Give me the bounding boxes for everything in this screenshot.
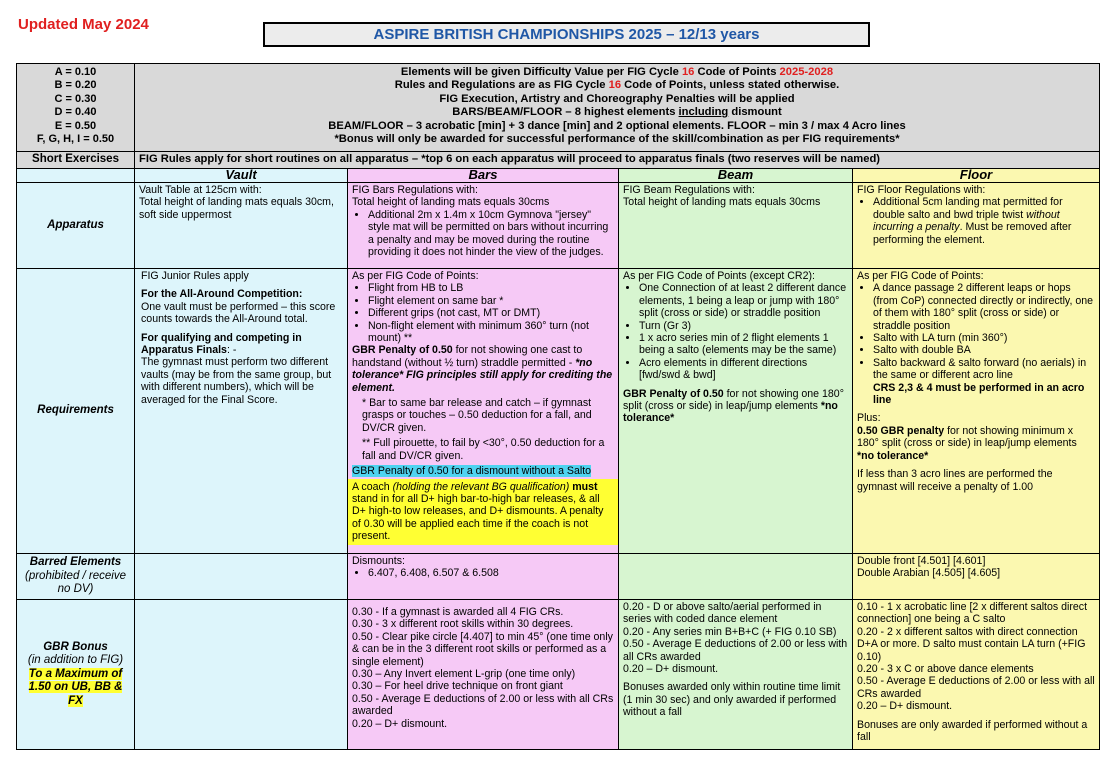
floor-extra-mat: • Additional 5cm landing mat permitted for double salto and bwd triple twist without incurring a penalty. Must be removed after performing the element.: [873, 196, 1095, 246]
barred-beam: [619, 554, 853, 600]
barred-bars-dismounts: • 6.407, 6.408, 6.507 & 6.508: [368, 567, 614, 579]
bonus-floor: [853, 600, 1100, 750]
barred-title: Barred Elements: [29, 556, 122, 568]
floor-req-2: • Salto with LA turn (min 360°): [873, 332, 1095, 344]
barred-bars-head: Dismounts:: [352, 555, 405, 567]
bars-req-1: • Flight from HB to LB: [368, 282, 614, 294]
updated-note: Updated May 2024: [18, 16, 149, 33]
beam-reg: FIG Beam Regulations with:: [623, 184, 755, 196]
vault-finals-text: The gymnast must perform two different vaults (may be from the same group, but with different numbers), which will be averaged for the Final Score.: [141, 356, 332, 406]
bars-reg: FIG Bars Regulations with:: [352, 184, 478, 196]
header-floor: Floor: [853, 169, 1100, 183]
bars-cop: As per FIG Code of Points:: [352, 270, 479, 282]
requirements-bars: [348, 269, 619, 554]
beam-req-3: • 1 x acro series min of 2 flight elements 1 being a salto (elements may be the same): [639, 332, 848, 357]
bonus-bars-2: 0.30 - 3 x different root skills within 30 degrees.: [352, 618, 574, 631]
barred-floor: [853, 554, 1100, 600]
bars-req-4: • Non-flight element with minimum 360° turn (not mount) **: [368, 320, 614, 345]
apparatus-bars: [348, 183, 619, 269]
bars-req-2: • Flight element on same bar *: [368, 295, 614, 307]
apparatus-beam: [619, 183, 853, 269]
bonus-label: [17, 600, 135, 750]
rule-line-5: BEAM/FLOOR – 3 acrobatic [min] + 3 dance [min] and 2 optional elements. FLOOR – min 3 / max 4 Acro lines: [328, 119, 906, 132]
bonus-floor-5: 0.20 – D+ dismount.: [857, 700, 953, 713]
bonus-floor-note: Bonuses are only awarded if performed without a fall: [857, 718, 1088, 744]
floor-acro-line-penalty: If less than 3 acro lines are performed the gymnast will receive a penalty of 1.00: [857, 468, 1053, 493]
floor-crs: CRS 2,3 & 4 must be performed in an acro line: [873, 381, 1085, 407]
bonus-floor-1: 0.10 - 1 x acrobatic line [2 x different saltos direct connection] one being a C salto: [857, 601, 1088, 626]
barred-sub: (prohibited / receive no DV): [25, 569, 126, 595]
short-exercises-label: Short Exercises: [17, 152, 135, 169]
barred-vault: [135, 554, 348, 600]
bonus-beam-1: 0.20 - D or above salto/aerial performed in series with coded dance element: [623, 601, 822, 626]
beam-req-2: • Turn (Gr 3): [639, 320, 848, 332]
value-e: E = 0.50: [54, 119, 97, 132]
floor-req-1: • A dance passage 2 different leaps or hops (from CoP) connected directly or indirectly, one of them with 180° split (cross or side) or straddle position: [873, 282, 1095, 332]
vault-junior-rules: FIG Junior Rules apply: [141, 270, 249, 282]
beam-cop: As per FIG Code of Points (except CR2):: [623, 270, 815, 282]
page-title: ASPIRE BRITISH CHAMPIONSHIPS 2025 – 12/13 years: [263, 22, 870, 47]
bonus-floor-2: 0.20 - 2 x different saltos with direct connection D+A or more. D salto must contain LA turn (+FIG 0.10): [857, 625, 1086, 663]
bonus-floor-4: 0.50 - Average E deductions of 2.00 or less with all CRs awarded: [857, 675, 1095, 700]
bonus-bars-5: 0.30 – For heel drive technique on front giant: [352, 680, 563, 693]
requirements-beam: [619, 269, 853, 554]
rule-line-2: Rules and Regulations are as FIG Cycle 16 Code of Points, unless stated otherwise.: [394, 79, 840, 92]
vault-mats: Total height of landing mats equals 30cm, soft side uppermost: [139, 196, 334, 221]
rules-table: [16, 63, 1100, 750]
requirements-vault: [135, 269, 348, 554]
bonus-bars: [348, 600, 619, 750]
value-d: D = 0.40: [54, 106, 97, 119]
bonus-max: To a Maximum of 1.50 on UB, BB & FX: [28, 667, 123, 707]
bars-penalty: GBR Penalty of 0.50 for not showing one cast to handstand (without ½ turn) straddle permitted - *no tolerance* FIG principles still apply for crediting the element.: [352, 344, 613, 394]
beam-mats: Total height of landing mats equals 30cms: [623, 196, 821, 209]
bonus-bars-6: 0.50 - Average E deductions of 2.00 or less with all CRs awarded: [352, 692, 614, 718]
bonus-vault: [135, 600, 348, 750]
bars-req-3: • Different grips (not cast, MT or DMT): [368, 307, 614, 319]
bonus-bars-7: 0.20 – D+ dismount.: [352, 717, 448, 730]
value-a: A = 0.10: [54, 66, 97, 78]
bonus-sub: (in addition to FIG): [27, 654, 124, 667]
rule-line-4: BARS/BEAM/FLOOR – 8 highest elements including dismount: [452, 106, 782, 119]
short-exercises-text: FIG Rules apply for short routines on all apparatus – *top 6 on each apparatus will proceed to apparatus finals (two reserves will be named): [135, 152, 1100, 169]
header-blank: [17, 169, 135, 183]
vault-finals-heading: For qualifying and competing in Apparatus Finals: -: [141, 331, 302, 357]
rule-line-1: Elements will be given Difficulty Value per FIG Cycle 16 Code of Points 2025-2028: [400, 66, 834, 78]
bonus-bars-1: 0.30 - If a gymnast is awarded all 4 FIG CRs.: [352, 606, 564, 618]
general-rules: [135, 64, 1100, 152]
vault-aa-heading: For the All-Around Competition:: [141, 288, 303, 301]
bars-note-2: ** Full pirouette, to fail by <30°, 0.50 deduction for a fall and DV/CR given.: [362, 437, 605, 462]
barred-floor-1: Double front [4.501] [4.601]: [857, 555, 986, 567]
beam-penalty: GBR Penalty of 0.50 for not showing one 180° split (cross or side) in leap/jump elements *no tolerance*: [623, 387, 844, 425]
barred-bars: [348, 554, 619, 600]
value-b: B = 0.20: [54, 79, 97, 92]
header-vault: Vault: [135, 169, 348, 183]
vault-table-height: Vault Table at 125cm with:: [139, 184, 262, 196]
bonus-beam-note: Bonuses awarded only within routine time limit (1 min 30 sec) and only awarded if performed without a fall: [623, 681, 841, 719]
rule-line-3: FIG Execution, Artistry and Choreography Penalties will be applied: [439, 92, 795, 105]
bonus-beam-3: 0.50 - Average E deductions of 2.00 or less with all CRs awarded: [623, 638, 848, 663]
header-beam: Beam: [619, 169, 853, 183]
rule-line-6: *Bonus will only be awarded for successful performance of the skill/combination as per FIG requirements*: [334, 133, 900, 146]
requirements-floor: [853, 269, 1100, 554]
bonus-bars-4: 0.30 – Any Invert element L-grip (one time only): [352, 668, 576, 681]
bonus-beam-4: 0.20 – D+ dismount.: [623, 663, 719, 676]
vault-aa-text: One vault must be performed – this score counts towards the All-Around total.: [141, 300, 336, 326]
header-bars: Bars: [348, 169, 619, 183]
barred-floor-2: Double Arabian [4.505] [4.605]: [857, 567, 1001, 580]
value-fghi: F, G, H, I = 0.50: [36, 133, 115, 146]
bars-extra-mat: • Additional 2m x 1.4m x 10cm Gymnova "jersey" style mat will be permitted on bars without incurring a penalty and may be moved during the routine providing it does not hinder the view of the judges.: [368, 209, 614, 259]
barred-label: [17, 554, 135, 600]
value-c: C = 0.30: [54, 92, 97, 105]
floor-penalty: 0.50 GBR penalty for not showing minimum x 180° split (cross or side) in leap/jump elements *no tolerance*: [857, 424, 1077, 462]
bonus-beam: [619, 600, 853, 750]
floor-req-3: • Salto with double BA: [873, 344, 1095, 356]
bars-note-1: * Bar to same bar release and catch – if gymnast grasps or touches – 0.50 deduction for a fall, and DV/CR given.: [362, 397, 592, 434]
bars-mats: Total height of landing mats equals 30cms: [352, 196, 550, 209]
bars-coach-rule: A coach (holding the relevant BG qualification) must stand in for all D+ high bar-to-high bar releases, & all D+ high-to low releases, and D+ dismounts. A penalty of 0.30 will be applied each time if the coach is not present.: [348, 479, 618, 545]
apparatus-floor: [853, 183, 1100, 269]
apparatus-label: Apparatus: [17, 183, 135, 269]
floor-plus: Plus:: [857, 412, 881, 425]
bars-salto-dismount-penalty: GBR Penalty of 0.50 for a dismount without a Salto: [352, 465, 592, 478]
bonus-beam-2: 0.20 - Any series min B+B+C (+ FIG 0.10 SB): [623, 625, 837, 638]
requirements-label: Requirements: [17, 269, 135, 554]
bonus-bars-3: 0.50 - Clear pike circle [4.407] to min 45° (one time only & can be in the 3 different root skills or performed as a single element): [352, 630, 613, 668]
floor-req-4: • Salto backward & salto forward (no aerials) in the same or different acro line: [873, 357, 1095, 382]
apparatus-vault: [135, 183, 348, 269]
floor-cop: As per FIG Code of Points:: [857, 270, 984, 282]
beam-req-1: • One Connection of at least 2 different dance elements, 1 being a leap or jump with 180° split (cross or side) or straddle position: [639, 282, 848, 319]
bonus-floor-3: 0.20 - 3 x C or above dance elements: [857, 663, 1034, 676]
bonus-title: GBR Bonus: [43, 640, 108, 653]
beam-req-4: • Acro elements in different directions [fwd/swd & bwd]: [639, 357, 848, 382]
difficulty-values: [17, 64, 135, 152]
floor-reg: FIG Floor Regulations with:: [857, 184, 986, 196]
